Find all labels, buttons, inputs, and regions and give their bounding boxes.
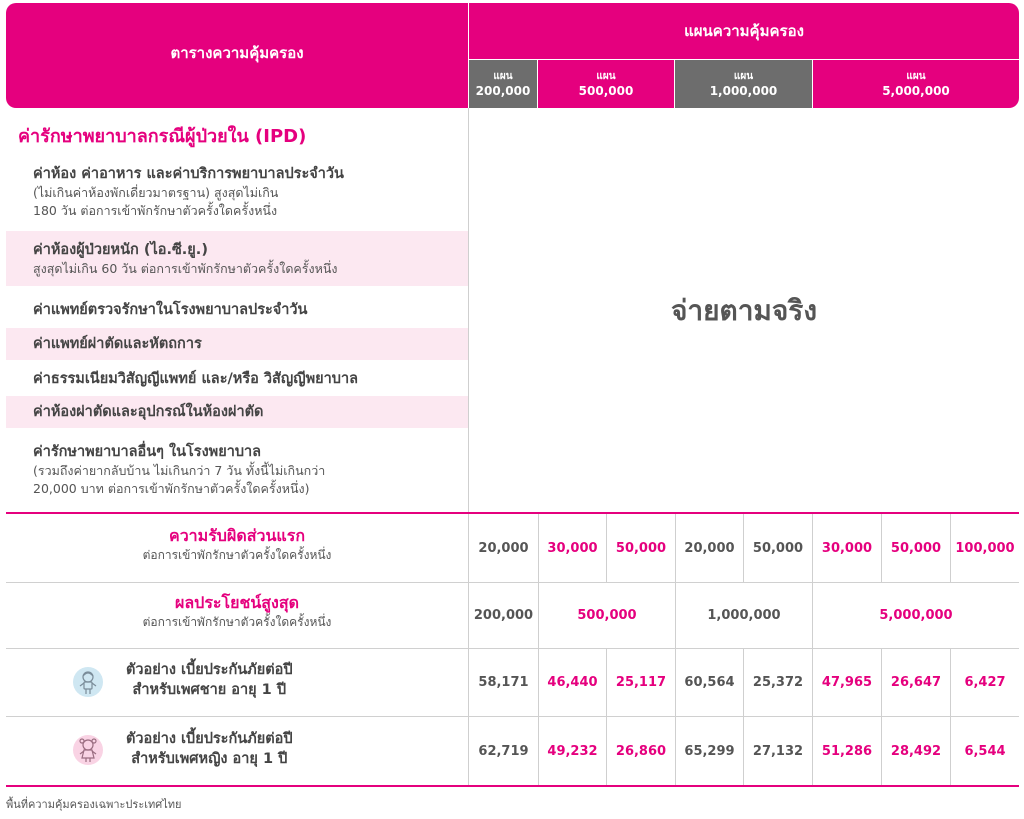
premium-male-line1: ตัวอย่าง เบี้ยประกันภัยต่อปี — [126, 662, 293, 678]
deductible-label — [6, 525, 468, 563]
plan-label: แผน — [493, 71, 513, 82]
coverage-table-title: ตารางความคุ้มครอง — [170, 43, 304, 62]
premium-male-value: 47,965 — [821, 675, 873, 690]
premium-female-value: 6,544 — [964, 743, 1006, 759]
plan-200000-header — [469, 60, 537, 108]
row-title: ค่าห้องผู้ป่วยหนัก (ไอ.ซี.ยู.) — [33, 241, 208, 258]
row-title: ค่าธรรมเนียมวิสัญญีแพทย์ และ/หรือ วิสัญญีพยาบาล — [33, 371, 359, 387]
plan-1000000-header — [675, 60, 812, 108]
premium-female-value: 65,299 — [684, 743, 735, 759]
premium-female-label — [126, 729, 293, 769]
ipd-row-surgeon-fee — [6, 328, 468, 360]
deductible-value: 30,000 — [547, 540, 598, 556]
deductible-value: 20,000 — [684, 540, 735, 556]
premium-male-line2: สำหรับเพศชาย อายุ 1 ปี — [132, 682, 287, 698]
deductible-value: 30,000 — [821, 540, 873, 556]
plan-amount: 5,000,000 — [882, 84, 950, 98]
max-benefit-title: ผลประโยชน์สูงสุด — [174, 593, 300, 612]
max-benefit-label — [6, 592, 468, 630]
ipd-row-room-board — [6, 152, 468, 231]
baby-boy-icon — [73, 667, 103, 697]
ipd-row-anesthesia — [6, 362, 468, 396]
deductible-value: 50,000 — [752, 540, 804, 556]
premium-male-value: 26,647 — [890, 675, 942, 690]
row-note: 180 วัน ต่อการเข้าพักรักษาตัวครั้งใดครั้งหนึ่ง — [33, 202, 278, 218]
plan-amount: 200,000 — [475, 84, 531, 98]
plan-amount: 500,000 — [578, 84, 634, 98]
deductible-value: 20,000 — [478, 540, 529, 556]
premium-female-value: 27,132 — [752, 743, 804, 759]
deductible-title: ความรับผิดส่วนแรก — [168, 526, 305, 545]
plans-title: แผนความคุ้มครอง — [684, 22, 804, 40]
premium-male-value: 58,171 — [478, 675, 529, 690]
premium-female-value: 49,232 — [547, 743, 598, 759]
premium-female-line2: สำหรับเพศหญิง อายุ 1 ปี — [131, 751, 288, 767]
premium-male-value: 6,427 — [964, 675, 1006, 690]
plan-label: แผน — [906, 71, 926, 82]
deductible-note: ต่อการเข้าพักรักษาตัวครั้งใดครั้งหนึ่ง — [142, 548, 332, 562]
table-bottom-border — [6, 785, 1019, 787]
row-note: (ไม่เกินค่าห้องพักเดี่ยวมาตรฐาน) สูงสุดไม่เกิน — [33, 184, 279, 200]
pay-actual-label: จ่ายตามจริง — [670, 293, 817, 327]
max-benefit-note: ต่อการเข้าพักรักษาตัวครั้งใดครั้งหนึ่ง — [142, 615, 332, 629]
premium-male-value: 60,564 — [684, 675, 735, 690]
ipd-row-icu — [6, 231, 468, 286]
premium-female-value: 62,719 — [478, 743, 529, 759]
ipd-row-operating-room — [6, 396, 468, 428]
plan-label: แผน — [596, 71, 616, 82]
premium-male-label — [126, 660, 293, 700]
baby-girl-icon — [73, 735, 103, 765]
premium-male-value: 25,372 — [752, 675, 804, 690]
plans-header — [469, 3, 1019, 59]
max-benefit-value: 500,000 — [577, 608, 637, 623]
premium-male-value: 25,117 — [615, 675, 667, 690]
max-benefit-value: 200,000 — [473, 608, 534, 623]
premium-female-value: 28,492 — [890, 743, 942, 759]
row-title: ค่าห้องผ่าตัดและอุปกรณ์ในห้องผ่าตัด — [33, 404, 264, 420]
row-title: ค่าแพทย์ตรวจรักษาในโรงพยาบาลประจำวัน — [33, 301, 308, 318]
premium-female-value: 26,860 — [615, 743, 667, 759]
plan-500000-header — [538, 60, 674, 108]
deductible-value: 50,000 — [890, 540, 942, 556]
premium-female-line1: ตัวอย่าง เบี้ยประกันภัยต่อปี — [126, 731, 293, 747]
coverage-table-header — [6, 3, 468, 108]
max-benefit-value: 5,000,000 — [879, 608, 953, 623]
premium-female-value: 51,286 — [821, 743, 873, 759]
ipd-section-title: ค่ารักษาพยาบาลกรณีผู้ป่วยใน (IPD) — [18, 126, 307, 147]
row-title: ค่าห้อง ค่าอาหาร และค่าบริการพยาบาลประจำวัน — [33, 165, 344, 182]
premium-male-value: 46,440 — [547, 675, 598, 690]
plan-label: แผน — [733, 71, 754, 82]
row-note: (รวมถึงค่ายากลับบ้าน ไม่เกินกว่า 7 วัน ทั้งนี้ไม่เกินกว่า — [33, 463, 326, 478]
coverage-area-footnote: พื้นที่ความคุ้มครองเฉพาะประเทศไทย — [6, 798, 182, 811]
plan-5000000-header — [813, 60, 1019, 108]
row-title: ค่าแพทย์ผ่าตัดและหัตถการ — [33, 336, 202, 352]
deductible-value: 100,000 — [955, 540, 1015, 556]
row-title: ค่ารักษาพยาบาลอื่นๆ ในโรงพยาบาล — [33, 444, 262, 460]
plan-amount: 1,000,000 — [709, 84, 778, 98]
deductible-value: 50,000 — [615, 540, 667, 556]
ipd-row-other-expenses — [6, 430, 468, 510]
row-note: สูงสุดไม่เกิน 60 วัน ต่อการเข้าพักรักษาตัวครั้งใดครั้งหนึ่ง — [33, 260, 338, 276]
row-note: 20,000 บาท ต่อการเข้าพักรักษาตัวครั้งใดครั้งหนึ่ง) — [33, 481, 310, 496]
max-benefit-value: 1,000,000 — [707, 608, 781, 623]
ipd-row-doctor-visit — [6, 291, 468, 328]
